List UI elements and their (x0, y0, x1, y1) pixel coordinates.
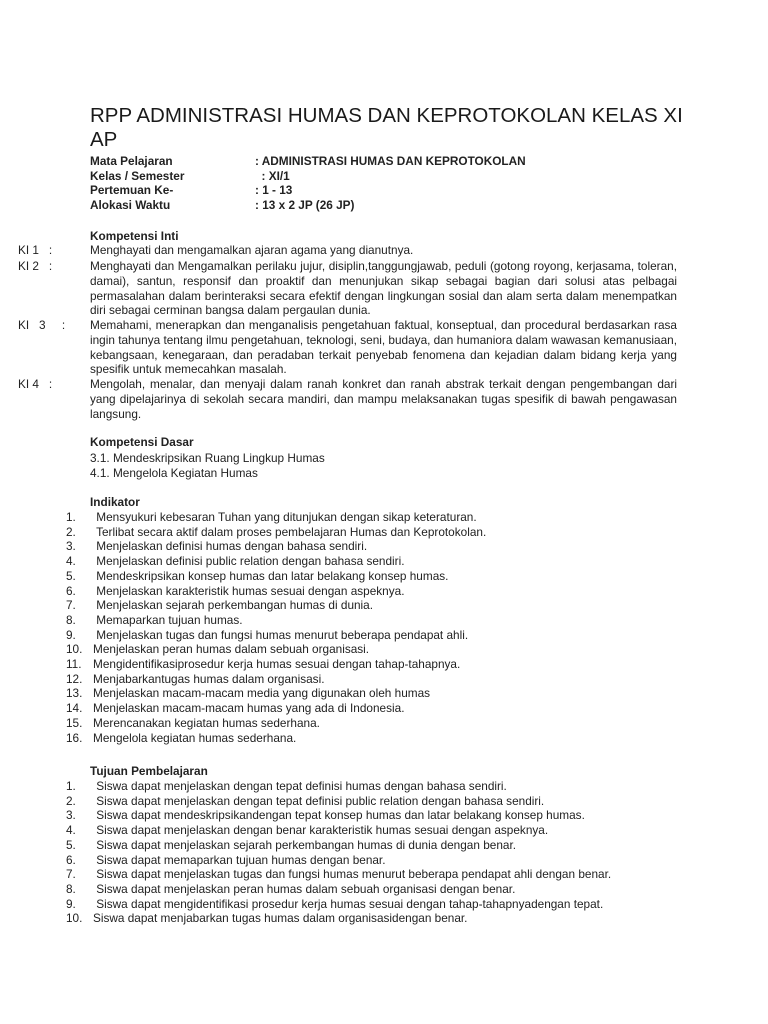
meta-label: Pertemuan Ke- (90, 183, 174, 198)
item-text: Mendeskripsikan konsep humas dan latar belakang konsep humas. (93, 568, 449, 583)
meta-value: : XI/1 (255, 168, 290, 183)
item-number: 14. (66, 701, 83, 716)
item-number: 1. (66, 779, 76, 793)
item-number: 13. (66, 686, 83, 701)
list-item (66, 853, 706, 868)
list-item (66, 911, 706, 926)
item-text: Siswa dapat menjelaskan dengan tepat definisi public relation dengan bahasa sendiri. (93, 793, 545, 808)
meta-row (90, 154, 690, 169)
list-item (66, 716, 706, 731)
list-item (66, 823, 706, 838)
item-text: Menjelaskan sejarah perkembangan humas di dunia. (93, 598, 374, 613)
list-item (66, 838, 706, 853)
item-number: 4. (66, 823, 76, 838)
ki-label: KI 2 : (18, 259, 53, 273)
list-item (66, 554, 706, 569)
tujuan-heading: Tujuan Pembelajaran (90, 764, 208, 778)
list-item (66, 569, 706, 584)
item-text: Menjelaskan macam-macam media yang digunakan oleh humas (93, 686, 431, 701)
item-text: Siswa dapat memaparkan tujuan humas dengan benar. (93, 852, 386, 867)
meta-row (90, 198, 690, 213)
meta-row (90, 183, 690, 198)
item-text: Siswa dapat menjelaskan dengan benar karakteristik humas sesuai dengan aspeknya. (93, 823, 549, 838)
document-title: RPP ADMINISTRASI HUMAS DAN KEPROTOKOLAN KELAS XI AP (90, 104, 683, 151)
item-text: Siswa dapat mendeskripsikandengan tepat konsep humas dan latar belakang konsep humas. (93, 808, 585, 823)
item-text: Siswa dapat menjelaskan dengan tepat definisi humas dengan bahasa sendiri. (93, 779, 507, 793)
meta-row (90, 169, 690, 184)
item-text: Siswa dapat menjabarkan tugas humas dalam organisasidengan benar. (93, 911, 468, 926)
item-number: 3. (66, 808, 76, 823)
ki-text: Menghayati dan Mengamalkan perilaku jujur, disiplin,tanggungjawab, peduli (gotong royong, kerjasama, toleran, damai), santun, responsif dan proaktif dan menunjukan sikap sebagai bagian dari solusi atas pelbagai permasalahan dalam berinteraksi secara efektif dengan lingkungan sosial dan alam serta dalam menempatkan diri sebagai cerminan bangsa dalam pergaulan dunia. (90, 259, 677, 318)
item-text: Memaparkan tujuan humas. (93, 612, 243, 627)
list-item (66, 794, 706, 809)
item-number: 9. (66, 896, 76, 911)
item-number: 10. (66, 642, 83, 657)
item-number: 8. (66, 881, 76, 896)
list-item (66, 867, 706, 882)
meta-label: Mata Pelajaran (90, 154, 173, 168)
item-text: Menjelaskan peran humas dalam sebuah organisasi. (93, 642, 370, 657)
item-text: Menjelaskan definisi public relation dengan bahasa sendiri. (93, 554, 405, 569)
item-number: 6. (66, 583, 76, 598)
meta-label: Kelas / Semester (90, 168, 185, 183)
item-number: 10. (66, 911, 83, 926)
item-number: 16. (66, 730, 83, 745)
list-item (66, 701, 706, 716)
item-text: Siswa dapat menjelaskan tugas dan fungsi humas menurut beberapa pendapat ahli dengan benar. (93, 867, 612, 882)
item-number: 5. (66, 837, 76, 852)
item-number: 7. (66, 867, 76, 882)
item-number: 6. (66, 852, 76, 867)
list-item (66, 779, 706, 794)
list-item (66, 672, 706, 687)
list-item (66, 808, 706, 823)
list-item (66, 598, 706, 613)
kompetensi-inti-heading: Kompetensi Inti (90, 229, 179, 243)
list-item (66, 686, 706, 701)
item-text: Menjabarkantugas humas dalam organisasi. (93, 671, 325, 686)
tujuan-list (66, 779, 706, 926)
item-number: 3. (66, 539, 76, 554)
indikator-heading: Indikator (90, 495, 140, 509)
kd-item: 3.1. Mendeskripsikan Ruang Lingkup Humas (90, 451, 325, 465)
kd-item: 4.1. Mengelola Kegiatan Humas (90, 466, 258, 480)
list-item (66, 657, 706, 672)
list-item (66, 731, 706, 746)
item-text: Siswa dapat menjelaskan sejarah perkembangan humas di dunia dengan benar. (93, 837, 517, 852)
item-text: Menjelaskan definisi humas dengan bahasa sendiri. (93, 539, 368, 554)
item-text: Mensyukuri kebesaran Tuhan yang ditunjukan dengan sikap keteraturan. (93, 510, 477, 524)
meta-value: : 1 - 13 (255, 183, 293, 198)
ki-label: KI 3 : (18, 318, 66, 332)
item-number: 2. (66, 524, 76, 539)
ki-text: Menghayati dan mengamalkan ajaran agama yang dianutnya. (90, 243, 414, 257)
indikator-list (66, 510, 706, 745)
item-text: Mengidentifikasiprosedur kerja humas sesuai dengan tahap-tahapnya. (93, 657, 461, 672)
list-item (66, 539, 706, 554)
item-number: 15. (66, 715, 83, 730)
meta-label: Alokasi Waktu (90, 197, 171, 212)
meta-value: : ADMINISTRASI HUMAS DAN KEPROTOKOLAN (255, 154, 526, 168)
list-item (66, 882, 706, 897)
item-text: Menjelaskan karakteristik humas sesuai dengan aspeknya. (93, 583, 405, 598)
list-item (66, 525, 706, 540)
item-number: 11. (66, 657, 82, 672)
ki-text: Mengolah, menalar, dan menyaji dalam ranah konkret dan ranah abstrak terkait dengan pengembangan dari yang dipelajarinya di sekolah secara mandiri, dan mampu melaksanakan tugas spesifik di bawah pengawasan langsung. (90, 377, 677, 421)
item-number: 4. (66, 554, 76, 569)
item-text: Merencanakan kegiatan humas sederhana. (93, 715, 320, 730)
item-number: 9. (66, 627, 76, 642)
ki-label: KI 4 : (18, 377, 53, 391)
item-text: Siswa dapat mengidentifikasi prosedur kerja humas sesuai dengan tahap-tahapnyadengan tepat. (93, 896, 604, 911)
item-number: 12. (66, 671, 83, 686)
item-text: Menjelaskan macam-macam humas yang ada di Indonesia. (93, 701, 405, 716)
item-number: 8. (66, 612, 76, 627)
item-number: 5. (66, 568, 76, 583)
item-text: Menjelaskan tugas dan fungsi humas menurut beberapa pendapat ahli. (93, 627, 469, 642)
list-item (66, 584, 706, 599)
list-item (66, 897, 706, 912)
item-text: Siswa dapat menjelaskan peran humas dalam sebuah organisasi dengan benar. (93, 881, 516, 896)
item-text: Terlibat secara aktif dalam proses pembelajaran Humas dan Keprotokolan. (93, 524, 487, 539)
ki-label: KI 1 : (18, 243, 53, 257)
ki-text: Memahami, menerapkan dan menganalisis pengetahuan faktual, konseptual, dan procedural berdasarkan rasa ingin tahunya tentang ilmu pengetahuan, teknologi, seni, budaya, dan humaniora dalam wawasan kemanusiaan, kebangsaan, kenegaraan, dan peradaban terkait penyebab fenomena dan kejadian dalam bidang kerja yang spesifik untuk memecahkan masalah. (90, 318, 677, 377)
list-item (66, 642, 706, 657)
list-item (66, 628, 706, 643)
subject-info (90, 154, 690, 212)
item-text: Mengelola kegiatan humas sederhana. (93, 730, 297, 745)
list-item (66, 613, 706, 628)
item-number: 2. (66, 793, 76, 808)
item-number: 1. (66, 510, 76, 524)
meta-value: : 13 x 2 JP (26 JP) (255, 197, 355, 212)
list-item (66, 510, 706, 525)
item-number: 7. (66, 598, 76, 613)
kompetensi-dasar-heading: Kompetensi Dasar (90, 435, 194, 449)
